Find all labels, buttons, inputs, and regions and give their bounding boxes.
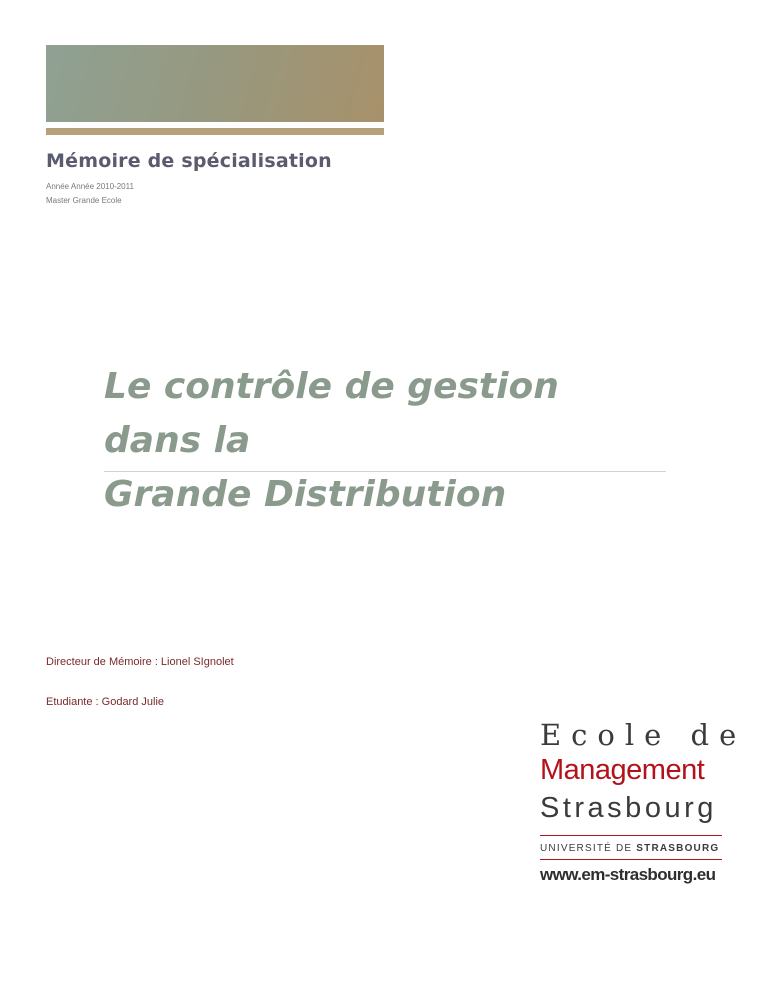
logo-university xyxy=(540,843,719,854)
document-kicker: Mémoire de spécialisation xyxy=(46,150,332,172)
logo-line-management: Management xyxy=(540,754,705,786)
title-divider xyxy=(104,471,666,472)
logo-university-prefix: UNIVERSITÉ DE xyxy=(540,843,637,854)
title-line-2: Grande Distribution xyxy=(104,474,507,515)
logo-line-strasbourg: Strasbourg xyxy=(540,792,717,824)
logo-line-ecole: Ecole de xyxy=(540,718,747,752)
school-logo xyxy=(540,718,747,888)
title-line-1: Le contrôle de gestion dans la xyxy=(104,366,559,461)
logo-rule-bottom xyxy=(540,859,722,860)
student-name: Etudiante : Godard Julie xyxy=(46,696,165,708)
header-banner xyxy=(46,45,384,122)
academic-year: Année Année 2010-2011 xyxy=(46,182,134,191)
program-name: Master Grande Ecole xyxy=(46,196,122,205)
logo-rule-top xyxy=(540,835,722,836)
logo-website: www.em-strasbourg.eu xyxy=(540,865,716,884)
header-banner-rule xyxy=(46,128,384,135)
document-title xyxy=(104,360,664,522)
logo-university-name: STRASBOURG xyxy=(636,843,720,854)
thesis-director: Directeur de Mémoire : Lionel SIgnolet xyxy=(46,656,234,668)
